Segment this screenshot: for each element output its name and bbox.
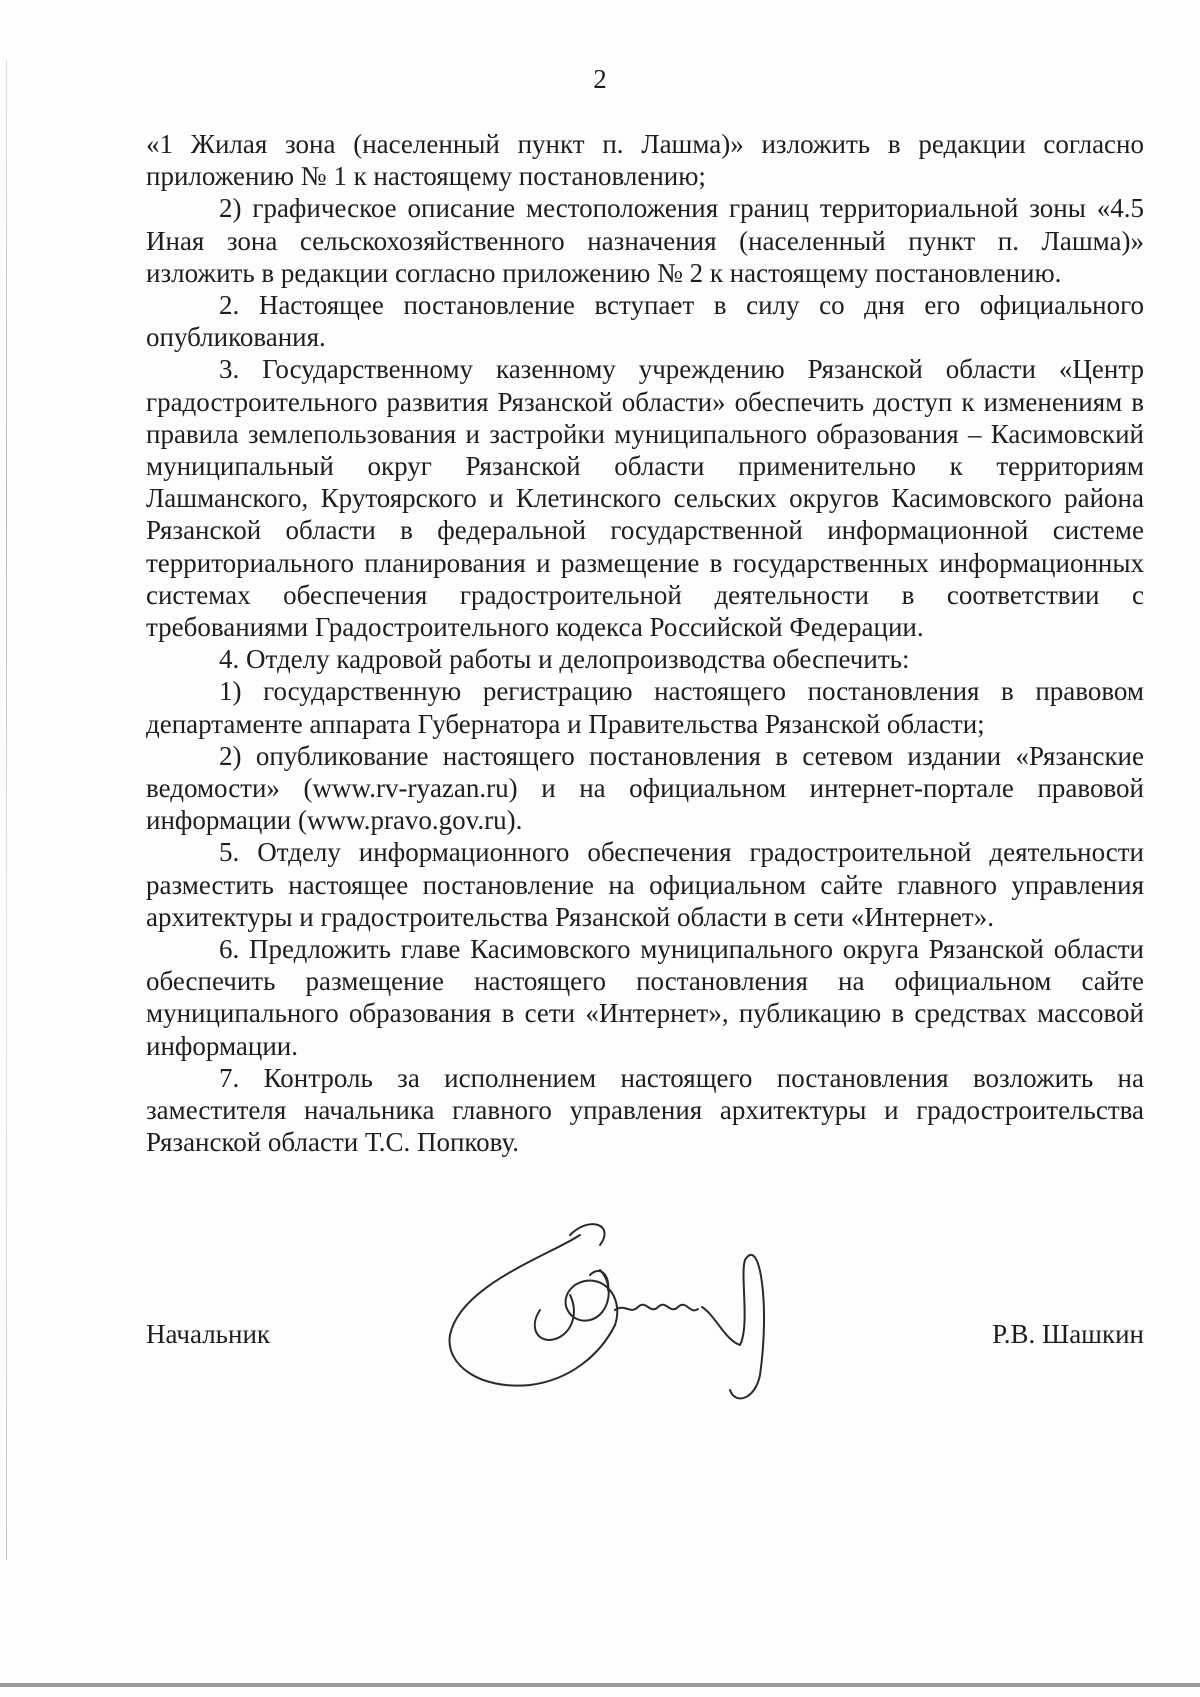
page-number: 2 bbox=[593, 64, 607, 94]
scan-edge-left bbox=[6, 60, 7, 1560]
paragraph-5-information-department: 5. Отделу информационного обеспечения градостроительной деятельности разместить настоящее постановление на официальном сайте главного управления архитектуры и градостроительства Рязанской области в сети «Интернет». bbox=[146, 837, 1144, 932]
paragraph-4-1-registration: 1) государственную регистрацию настоящего постановления в правовом департаменте аппарата Губернатора и Правительства Рязанской области; bbox=[146, 676, 1144, 739]
paragraph-6-municipal-head: 6. Предложить главе Касимовского муниципального округа Рязанской области обеспечить размещение настоящего постановления на официальном сайте муниципального образования в сети «Интернет», публикацию в средствах массовой информации. bbox=[146, 934, 1144, 1061]
paragraph-2-effective-date: 2. Настоящее постановление вступает в силу со дня его официального опубликования. bbox=[146, 290, 1144, 353]
signatory-name: Р.В. Шашкин bbox=[992, 1319, 1144, 1349]
paragraph-3-access: 3. Государственному казенному учреждению Рязанской области «Центр градостроительного развития Рязанской области» обеспечить доступ к изменениям в правила землепользования и застройки муниципального образования – Касимовский муниципальный округ Рязанской области применительно к территориям Лашманского, Крутоярского и Клетинского сельских округов Касимовского района Рязанской области в федеральной государственной информационной системе территориального планирования и размещение в государственных информационных системах обеспечения градостроительной деятельности в соответствии с требованиями Градостроительного кодекса Российской Федерации. bbox=[146, 354, 1144, 643]
paragraph-4-2-publication: 2) опубликование настоящего постановления в сетевом издании «Рязанские ведомости» (www.rv-ryazan.ru) и на официальном интернет-портале правовой информации (www.pravo.gov.ru). bbox=[146, 740, 1144, 836]
handwritten-signature bbox=[440, 1215, 820, 1415]
signatory-title: Начальник bbox=[146, 1319, 271, 1349]
document-body bbox=[146, 128, 1144, 1159]
paragraph-item-2-graphic-description: 2) графическое описание местоположения границ территориальной зоны «4.5 Иная зона сельскохозяйственного назначения (населенный пункт п. Лашма)» изложить в редакции согласно приложению № 2 к настоящему постановлению. bbox=[146, 193, 1144, 288]
scan-edge-bottom bbox=[0, 1683, 1200, 1687]
paragraph-continuation: «1 Жилая зона (населенный пункт п. Лашма)» изложить в редакции согласно приложению № 1 к настоящему постановлению; bbox=[146, 129, 1144, 192]
paragraph-7-control: 7. Контроль за исполнением настоящего постановления возложить на заместителя начальника главного управления архитектуры и градостроительства Рязанской области Т.С. Попкову. bbox=[146, 1062, 1144, 1158]
paragraph-4-records-department: 4. Отделу кадровой работы и делопроизводства обеспечить: bbox=[219, 644, 910, 675]
